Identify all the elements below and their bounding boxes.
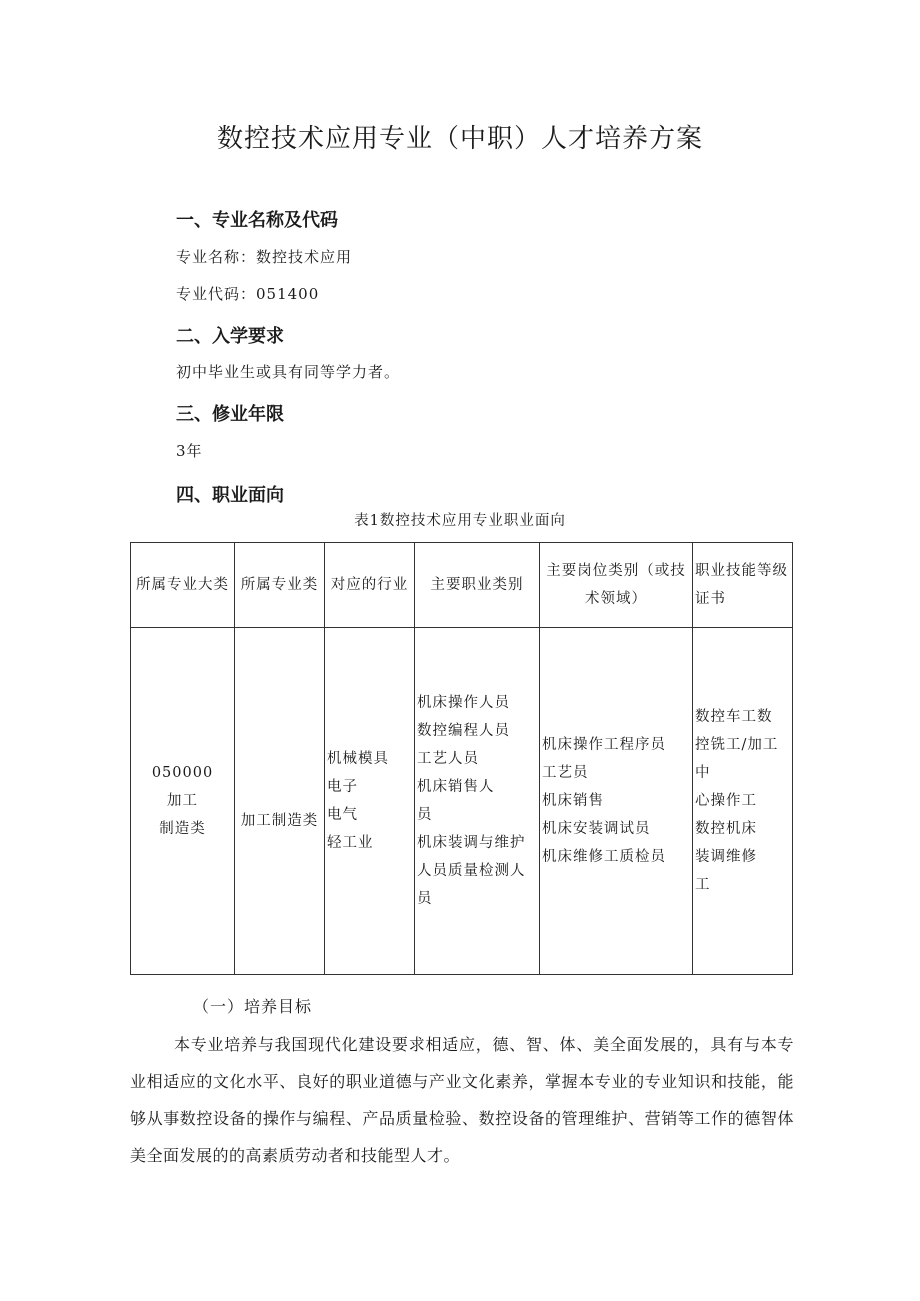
cell-line: 人员质量检测人 <box>417 863 526 879</box>
header-industry: 对应的行业 <box>325 543 415 628</box>
cell-line: 电子 <box>327 779 358 795</box>
table-header-row <box>131 543 793 628</box>
cell-certificates <box>693 628 793 975</box>
cell-line: 员 <box>417 891 433 907</box>
cell-line: 数控编程人员 <box>417 723 510 739</box>
section-heading-career: 四、职业面向 <box>176 485 284 506</box>
cell-occupations <box>415 628 540 975</box>
section-heading-duration: 三、修业年限 <box>176 404 284 425</box>
cell-line: 机床安装调试员 <box>542 821 651 837</box>
cell-line: 数控车工数 <box>695 709 773 725</box>
cell-line: 心操作工 <box>695 793 757 809</box>
header-major-class: 所属专业类 <box>235 543 325 628</box>
cell-line: 加工 <box>167 793 198 809</box>
career-orientation-table <box>130 542 793 975</box>
cell-line: 机床维修工质检员 <box>542 849 666 865</box>
cell-line: 工艺人员 <box>417 751 479 767</box>
table-caption: 表1数控技术应用专业职业面向 <box>354 513 566 529</box>
header-position: 主要岗位类别（或技术领域） <box>540 543 693 628</box>
cell-line: 机床操作工程序员 <box>542 737 666 753</box>
cell-industries <box>325 628 415 975</box>
duration-text: 3年 <box>176 442 203 460</box>
cell-line: 制造类 <box>159 821 206 837</box>
header-occupation: 主要职业类别 <box>415 543 540 628</box>
cell-positions <box>540 628 693 975</box>
cell-line: 机械模具 <box>327 751 389 767</box>
cell-line: 050000 <box>151 765 214 781</box>
cell-line: 工 <box>695 877 711 893</box>
cell-line: 电气 <box>327 807 358 823</box>
objectives-paragraph: 本专业培养与我国现代化建设要求相适应，德、智、体、美全面发展的，具有与本专业相适应的文化水平、良好的职业道德与产业文化素养，掌握本专业的专业知识和技能，能够从事数控设备的操作与编程、产品质量检验、数控设备的管理维护、营销等工作的德智体美全面发展的的高素质劳动者和技能型人才。 <box>130 1035 794 1165</box>
cell-line: 机床操作人员 <box>417 695 510 711</box>
cell-line: 机床销售人 <box>417 779 495 795</box>
cell-major-class: 加工制造类 <box>235 628 325 975</box>
cell-line: 员 <box>417 807 433 823</box>
objectives-heading: （一）培养目标 <box>193 997 313 1016</box>
header-major-category: 所属专业大类 <box>131 543 235 628</box>
table-row <box>131 628 793 975</box>
header-certificate: 职业技能等级证书 <box>693 543 793 628</box>
admission-text: 初中毕业生或具有同等学力者。 <box>176 363 401 381</box>
section-heading-name-code: 一、专业名称及代码 <box>176 210 338 231</box>
cell-line: 装调维修 <box>695 849 757 865</box>
cell-line: 控铣工/加工 <box>695 737 779 753</box>
page-title: 数控技术应用专业（中职）人才培养方案 <box>216 124 703 154</box>
cell-line: 数控机床 <box>695 821 757 837</box>
section-heading-admission: 二、入学要求 <box>176 326 284 347</box>
cell-line: 工艺员 <box>542 765 589 781</box>
cell-line: 机床销售 <box>542 793 604 809</box>
cell-line: 轻工业 <box>327 835 374 851</box>
cell-line: 机床装调与维护 <box>417 835 526 851</box>
major-name-line: 专业名称：数控技术应用 <box>176 248 353 266</box>
major-code-line: 专业代码：051400 <box>176 285 320 303</box>
cell-major-category <box>131 628 235 975</box>
cell-line: 中 <box>695 765 711 781</box>
